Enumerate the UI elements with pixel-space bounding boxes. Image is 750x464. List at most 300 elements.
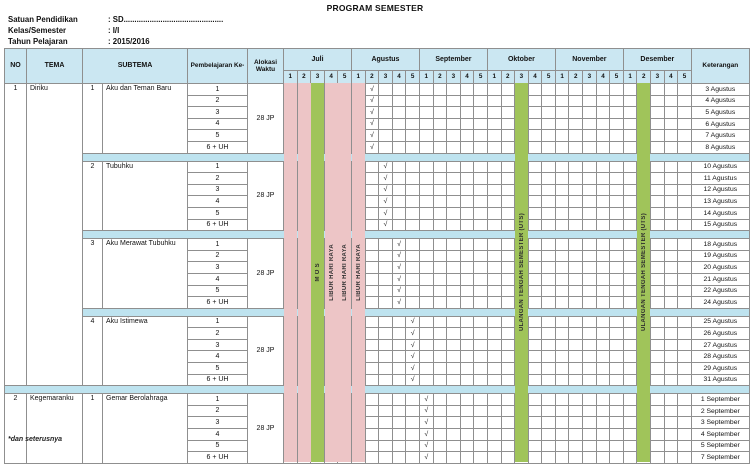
week-cell bbox=[419, 107, 433, 119]
week-cell bbox=[610, 207, 624, 219]
week-cell bbox=[528, 118, 542, 130]
check-mark-cell: √ bbox=[406, 316, 420, 328]
alokasi-cell: 28 JP bbox=[248, 161, 284, 231]
band-label: LIBUR HARI RAYA bbox=[328, 244, 335, 301]
week-cell bbox=[528, 141, 542, 153]
week-cell bbox=[406, 394, 420, 406]
week-cell bbox=[596, 95, 610, 107]
week-cell bbox=[419, 351, 433, 363]
keterangan-cell: 28 Agustus bbox=[691, 351, 749, 363]
keterangan-cell: 5 Agustus bbox=[691, 107, 749, 119]
keterangan-cell: 25 Agustus bbox=[691, 316, 749, 328]
week-cell bbox=[583, 339, 597, 351]
week-cell bbox=[365, 250, 379, 262]
week-cell bbox=[392, 173, 406, 185]
week-cell bbox=[433, 173, 447, 185]
check-mark-cell: √ bbox=[406, 328, 420, 340]
week-cell bbox=[555, 196, 569, 208]
week-cell bbox=[419, 95, 433, 107]
week-cell bbox=[610, 374, 624, 386]
check-mark-cell: √ bbox=[392, 250, 406, 262]
week-cell bbox=[664, 339, 678, 351]
week-cell bbox=[610, 161, 624, 173]
week-cell bbox=[392, 440, 406, 452]
calendar-band-green bbox=[515, 83, 528, 462]
band-label: ULANGAN TENGAH SEMESTER (UTS) bbox=[640, 213, 647, 332]
week-cell bbox=[474, 184, 488, 196]
week-cell bbox=[596, 184, 610, 196]
week-cell bbox=[555, 394, 569, 406]
week-cell bbox=[406, 141, 420, 153]
week-cell bbox=[596, 363, 610, 375]
band-label: M O S bbox=[314, 263, 321, 282]
week-cell bbox=[474, 405, 488, 417]
week-cell bbox=[555, 273, 569, 285]
week-cell bbox=[406, 184, 420, 196]
info-label: Satuan Pendidikan bbox=[8, 15, 78, 24]
week-cell bbox=[406, 118, 420, 130]
week-cell bbox=[542, 273, 556, 285]
week-cell bbox=[392, 84, 406, 96]
week-cell bbox=[623, 262, 637, 274]
week-cell bbox=[678, 429, 692, 441]
week-cell bbox=[664, 184, 678, 196]
week-cell bbox=[610, 316, 624, 328]
week-cell bbox=[365, 452, 379, 464]
week-cell bbox=[460, 107, 474, 119]
pembelajaran-cell: 2 bbox=[188, 95, 248, 107]
keterangan-cell: 1 September bbox=[691, 394, 749, 406]
week-cell bbox=[651, 219, 665, 231]
pembelajaran-cell: 3 bbox=[188, 262, 248, 274]
week-cell bbox=[569, 405, 583, 417]
week-cell bbox=[664, 285, 678, 297]
week-cell bbox=[365, 196, 379, 208]
week-cell bbox=[406, 285, 420, 297]
week-cell bbox=[433, 351, 447, 363]
week-cell bbox=[542, 95, 556, 107]
week-cell bbox=[651, 196, 665, 208]
check-mark-cell: √ bbox=[379, 173, 393, 185]
week-cell bbox=[542, 440, 556, 452]
document-info-block bbox=[8, 14, 223, 47]
week-cell bbox=[460, 130, 474, 142]
week-cell bbox=[460, 207, 474, 219]
alokasi-cell: 28 JP bbox=[248, 239, 284, 309]
week-cell bbox=[406, 429, 420, 441]
week-cell bbox=[569, 196, 583, 208]
keterangan-cell: 26 Agustus bbox=[691, 328, 749, 340]
week-cell bbox=[583, 440, 597, 452]
week-cell bbox=[379, 351, 393, 363]
week-cell bbox=[610, 405, 624, 417]
pembelajaran-cell: 2 bbox=[188, 405, 248, 417]
week-cell bbox=[542, 417, 556, 429]
week-cell bbox=[487, 363, 501, 375]
week-cell bbox=[487, 196, 501, 208]
week-cell bbox=[596, 141, 610, 153]
week-cell bbox=[610, 262, 624, 274]
week-cell bbox=[365, 219, 379, 231]
header-week-cell: 4 bbox=[664, 71, 678, 84]
week-cell bbox=[664, 363, 678, 375]
week-cell bbox=[460, 297, 474, 309]
keterangan-cell: 29 Agustus bbox=[691, 363, 749, 375]
week-cell bbox=[392, 219, 406, 231]
header-pembelajaran: Pembelajaran Ke- bbox=[188, 49, 248, 84]
week-cell bbox=[610, 452, 624, 464]
week-cell bbox=[528, 297, 542, 309]
calendar-band-green bbox=[311, 83, 324, 462]
week-cell bbox=[419, 84, 433, 96]
info-value: : SD.............................................. bbox=[108, 15, 224, 24]
week-cell bbox=[569, 262, 583, 274]
week-cell bbox=[447, 262, 461, 274]
week-cell bbox=[664, 394, 678, 406]
week-cell bbox=[406, 173, 420, 185]
week-cell bbox=[433, 328, 447, 340]
week-cell bbox=[433, 452, 447, 464]
week-cell bbox=[447, 118, 461, 130]
week-cell bbox=[555, 328, 569, 340]
week-cell bbox=[623, 173, 637, 185]
week-cell bbox=[379, 84, 393, 96]
week-cell bbox=[460, 417, 474, 429]
week-cell bbox=[678, 95, 692, 107]
week-cell bbox=[542, 374, 556, 386]
week-cell bbox=[365, 273, 379, 285]
week-cell bbox=[583, 250, 597, 262]
band-label: LIBUR HARI RAYA bbox=[355, 244, 362, 301]
week-cell bbox=[583, 118, 597, 130]
week-cell bbox=[392, 130, 406, 142]
week-cell bbox=[664, 130, 678, 142]
week-cell bbox=[392, 374, 406, 386]
week-cell bbox=[651, 429, 665, 441]
week-cell bbox=[596, 173, 610, 185]
week-cell bbox=[569, 184, 583, 196]
week-cell bbox=[664, 239, 678, 251]
subtema-name: Aku Merawat Tubuhku bbox=[103, 239, 188, 309]
week-cell bbox=[555, 429, 569, 441]
week-cell bbox=[460, 262, 474, 274]
week-cell bbox=[419, 297, 433, 309]
check-mark-cell: √ bbox=[392, 262, 406, 274]
keterangan-cell: 15 Agustus bbox=[691, 219, 749, 231]
header-week-cell: 1 bbox=[487, 71, 501, 84]
week-cell bbox=[487, 351, 501, 363]
info-row-tahun bbox=[8, 36, 223, 47]
keterangan-cell: 22 Agustus bbox=[691, 285, 749, 297]
week-cell bbox=[433, 285, 447, 297]
header-tema: TEMA bbox=[27, 49, 83, 84]
week-cell bbox=[447, 297, 461, 309]
week-cell bbox=[460, 141, 474, 153]
week-cell bbox=[460, 239, 474, 251]
week-cell bbox=[555, 118, 569, 130]
week-cell bbox=[583, 316, 597, 328]
keterangan-cell: 7 Agustus bbox=[691, 130, 749, 142]
week-cell bbox=[501, 161, 515, 173]
week-cell bbox=[474, 95, 488, 107]
week-cell bbox=[623, 440, 637, 452]
week-cell bbox=[542, 297, 556, 309]
week-cell bbox=[596, 452, 610, 464]
week-cell bbox=[501, 452, 515, 464]
week-cell bbox=[379, 405, 393, 417]
week-cell bbox=[365, 297, 379, 309]
week-cell bbox=[406, 297, 420, 309]
week-cell bbox=[392, 339, 406, 351]
week-cell bbox=[487, 405, 501, 417]
week-cell bbox=[555, 285, 569, 297]
week-cell bbox=[569, 363, 583, 375]
week-cell bbox=[487, 107, 501, 119]
week-cell bbox=[406, 84, 420, 96]
week-cell bbox=[678, 316, 692, 328]
week-cell bbox=[664, 84, 678, 96]
week-cell bbox=[569, 351, 583, 363]
week-cell bbox=[664, 262, 678, 274]
header-week-cell: 5 bbox=[338, 71, 352, 84]
week-cell bbox=[651, 285, 665, 297]
week-cell bbox=[406, 219, 420, 231]
week-cell bbox=[678, 374, 692, 386]
week-cell bbox=[447, 130, 461, 142]
week-cell bbox=[555, 250, 569, 262]
week-cell bbox=[610, 394, 624, 406]
week-cell bbox=[365, 429, 379, 441]
week-cell bbox=[379, 429, 393, 441]
week-cell bbox=[460, 273, 474, 285]
week-cell bbox=[379, 118, 393, 130]
week-cell bbox=[610, 107, 624, 119]
pembelajaran-cell: 5 bbox=[188, 207, 248, 219]
week-cell bbox=[419, 141, 433, 153]
week-cell bbox=[474, 207, 488, 219]
week-cell bbox=[664, 297, 678, 309]
week-cell bbox=[542, 316, 556, 328]
week-cell bbox=[501, 173, 515, 185]
week-cell bbox=[379, 316, 393, 328]
week-cell bbox=[569, 207, 583, 219]
week-cell bbox=[623, 161, 637, 173]
week-cell bbox=[664, 374, 678, 386]
week-cell bbox=[474, 262, 488, 274]
week-cell bbox=[542, 107, 556, 119]
week-cell bbox=[501, 405, 515, 417]
week-cell bbox=[623, 107, 637, 119]
week-cell bbox=[678, 250, 692, 262]
keterangan-cell: 24 Agustus bbox=[691, 297, 749, 309]
week-cell bbox=[474, 363, 488, 375]
week-cell bbox=[447, 351, 461, 363]
week-cell bbox=[610, 328, 624, 340]
week-cell bbox=[406, 161, 420, 173]
week-cell bbox=[501, 316, 515, 328]
week-cell bbox=[542, 285, 556, 297]
week-cell bbox=[610, 84, 624, 96]
week-cell bbox=[623, 351, 637, 363]
header-month-september: September bbox=[419, 49, 487, 71]
week-cell bbox=[501, 130, 515, 142]
week-cell bbox=[460, 196, 474, 208]
week-cell bbox=[528, 440, 542, 452]
week-cell bbox=[583, 219, 597, 231]
week-cell bbox=[392, 452, 406, 464]
week-cell bbox=[555, 262, 569, 274]
week-cell bbox=[487, 250, 501, 262]
week-cell bbox=[542, 118, 556, 130]
keterangan-cell: 2 September bbox=[691, 405, 749, 417]
header-week-cell: 1 bbox=[419, 71, 433, 84]
check-mark-cell: √ bbox=[419, 417, 433, 429]
keterangan-cell: 21 Agustus bbox=[691, 273, 749, 285]
header-week-cell: 3 bbox=[583, 71, 597, 84]
week-cell bbox=[542, 184, 556, 196]
week-cell bbox=[651, 173, 665, 185]
week-cell bbox=[460, 316, 474, 328]
pembelajaran-cell: 6 + UH bbox=[188, 297, 248, 309]
week-cell bbox=[501, 239, 515, 251]
week-cell bbox=[433, 207, 447, 219]
week-cell bbox=[447, 95, 461, 107]
week-cell bbox=[487, 130, 501, 142]
week-cell bbox=[501, 429, 515, 441]
week-cell bbox=[610, 173, 624, 185]
week-cell bbox=[678, 118, 692, 130]
header-week-cell: 3 bbox=[379, 71, 393, 84]
week-cell bbox=[433, 394, 447, 406]
week-cell bbox=[528, 262, 542, 274]
week-cell bbox=[379, 297, 393, 309]
calendar-band-pink bbox=[338, 83, 351, 462]
week-cell bbox=[419, 363, 433, 375]
week-cell bbox=[596, 440, 610, 452]
band-label: ULANGAN TENGAH SEMESTER (UTS) bbox=[518, 213, 525, 332]
week-cell bbox=[596, 374, 610, 386]
week-cell bbox=[583, 405, 597, 417]
week-cell bbox=[487, 394, 501, 406]
check-mark-cell: √ bbox=[379, 207, 393, 219]
week-cell bbox=[474, 394, 488, 406]
week-cell bbox=[447, 363, 461, 375]
header-alokasi-line: Waktu bbox=[255, 66, 276, 73]
keterangan-cell: 6 Agustus bbox=[691, 118, 749, 130]
week-cell bbox=[651, 440, 665, 452]
week-cell bbox=[610, 184, 624, 196]
info-label: Tahun Pelajaran bbox=[8, 37, 68, 46]
week-cell bbox=[474, 118, 488, 130]
week-cell bbox=[379, 285, 393, 297]
week-cell bbox=[583, 374, 597, 386]
week-cell bbox=[447, 405, 461, 417]
week-cell bbox=[406, 262, 420, 274]
week-cell bbox=[623, 219, 637, 231]
check-mark-cell: √ bbox=[419, 405, 433, 417]
pembelajaran-cell: 4 bbox=[188, 351, 248, 363]
keterangan-cell: 4 September bbox=[691, 429, 749, 441]
week-cell bbox=[596, 262, 610, 274]
week-cell bbox=[651, 273, 665, 285]
semester-program-table bbox=[4, 48, 750, 464]
keterangan-cell: 20 Agustus bbox=[691, 262, 749, 274]
check-mark-cell: √ bbox=[365, 95, 379, 107]
week-cell bbox=[583, 285, 597, 297]
week-cell bbox=[406, 452, 420, 464]
week-cell bbox=[365, 262, 379, 274]
week-cell bbox=[447, 207, 461, 219]
pembelajaran-cell: 3 bbox=[188, 107, 248, 119]
week-cell bbox=[623, 95, 637, 107]
week-cell bbox=[460, 351, 474, 363]
week-cell bbox=[664, 107, 678, 119]
pembelajaran-cell: 1 bbox=[188, 161, 248, 173]
week-cell bbox=[528, 207, 542, 219]
week-cell bbox=[623, 405, 637, 417]
keterangan-cell: 10 Agustus bbox=[691, 161, 749, 173]
week-cell bbox=[569, 173, 583, 185]
week-cell bbox=[433, 219, 447, 231]
pembelajaran-cell: 1 bbox=[188, 239, 248, 251]
pembelajaran-cell: 1 bbox=[188, 394, 248, 406]
week-cell bbox=[542, 429, 556, 441]
alokasi-cell: 28 JP bbox=[248, 316, 284, 386]
week-cell bbox=[569, 161, 583, 173]
week-cell bbox=[569, 239, 583, 251]
week-cell bbox=[569, 394, 583, 406]
week-cell bbox=[623, 374, 637, 386]
week-cell bbox=[460, 250, 474, 262]
header-week-cell: 3 bbox=[447, 71, 461, 84]
week-cell bbox=[542, 452, 556, 464]
week-cell bbox=[569, 118, 583, 130]
week-cell bbox=[583, 351, 597, 363]
week-cell bbox=[392, 316, 406, 328]
week-cell bbox=[678, 351, 692, 363]
week-cell bbox=[610, 118, 624, 130]
week-cell bbox=[433, 262, 447, 274]
week-cell bbox=[528, 239, 542, 251]
week-cell bbox=[379, 130, 393, 142]
week-cell bbox=[379, 107, 393, 119]
check-mark-cell: √ bbox=[379, 184, 393, 196]
week-cell bbox=[569, 95, 583, 107]
week-cell bbox=[664, 405, 678, 417]
week-cell bbox=[555, 219, 569, 231]
week-cell bbox=[460, 184, 474, 196]
week-cell bbox=[623, 273, 637, 285]
week-cell bbox=[555, 130, 569, 142]
week-cell bbox=[487, 429, 501, 441]
week-cell bbox=[379, 417, 393, 429]
week-cell bbox=[542, 141, 556, 153]
week-cell bbox=[487, 328, 501, 340]
pembelajaran-cell: 1 bbox=[188, 316, 248, 328]
week-cell bbox=[596, 297, 610, 309]
week-cell bbox=[528, 351, 542, 363]
calendar-band bbox=[298, 83, 311, 462]
week-cell bbox=[596, 207, 610, 219]
week-cell bbox=[460, 285, 474, 297]
week-cell bbox=[678, 297, 692, 309]
week-cell bbox=[447, 161, 461, 173]
week-cell bbox=[392, 184, 406, 196]
week-cell bbox=[474, 339, 488, 351]
week-cell bbox=[569, 297, 583, 309]
week-cell bbox=[406, 239, 420, 251]
week-cell bbox=[501, 363, 515, 375]
